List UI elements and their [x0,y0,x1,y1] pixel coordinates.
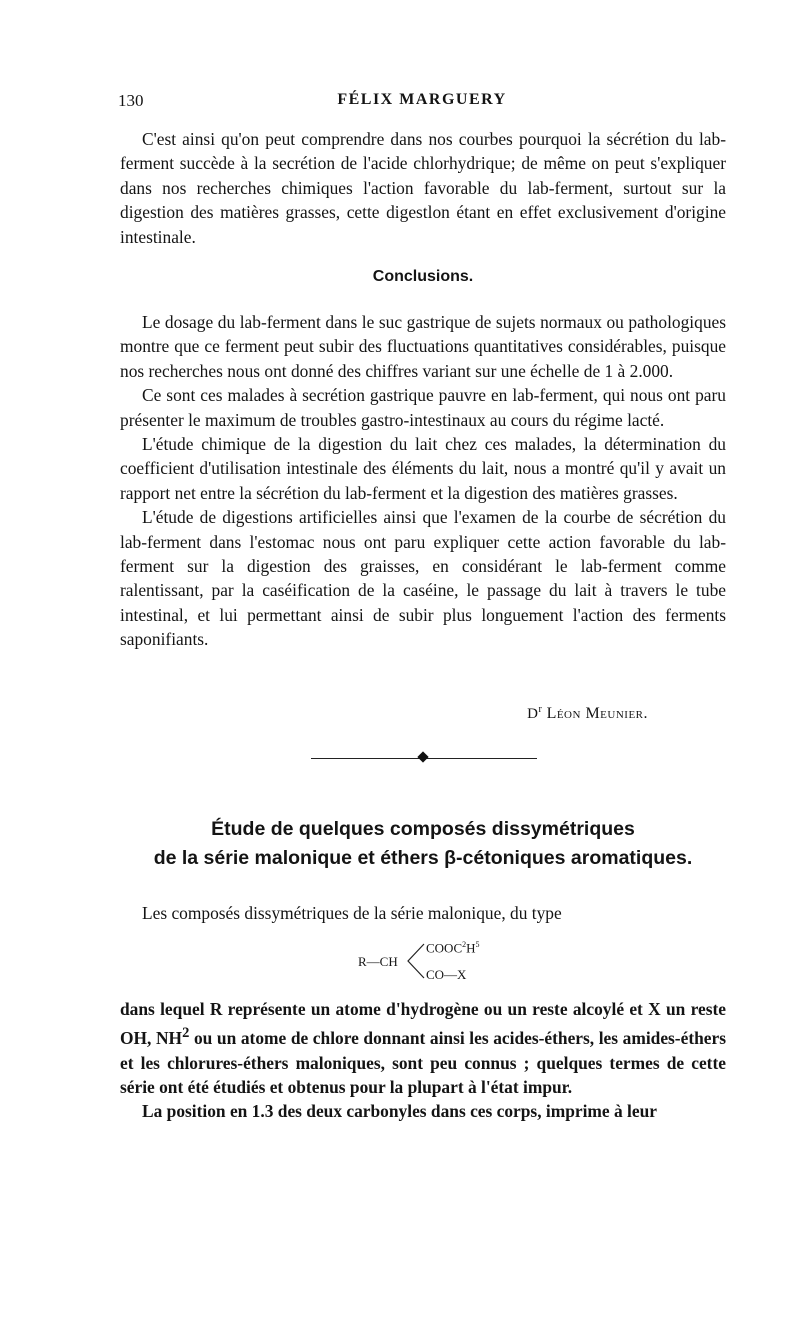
formula-top-sup: 5 [475,940,480,949]
section-heading: Conclusions. [372,268,474,285]
intro-block [120,901,726,925]
signature-name: Léon Meunier. [546,705,648,722]
running-head: FÉLIX MARGUERY [337,91,507,108]
paragraph: Les composés dissymétriques de la série malonique, du type [142,903,562,923]
formula-top-sup: 2 [462,940,467,949]
chemical-formula [358,937,518,985]
article-title-line: Étude de quelques composés dissymétriques [211,818,635,840]
paragraph: Le dosage du lab-ferment dans le suc gastrique de sujets normaux ou pathologiques montre que ce ferment peut subir des fluctuations quantitatives considérables, puisque nos recherches nous ont donné des chiffres variant sur une échelle de 1 à 2.000. [120,312,726,381]
text-column-top [120,127,726,249]
paragraph [120,997,726,1099]
formula-branch-icon [405,941,427,981]
paragraph-part: ou un atome de chlore donnant ainsi les acides-éthers, les amides-éthers et les chlorures-éthers maloniques, sont peu connus ; quelques termes de cette série ont été étudiés et obtenus pour la plupart à l'état impur. [120,1028,726,1098]
article-title [120,815,726,873]
formula-top-text: H [466,940,476,956]
paragraph: La position en 1.3 des deux carbonyles dans ces corps, imprime à leur [142,1101,657,1122]
paragraph: Ce sont ces malades à secrétion gastrique pauvre en lab-ferment, qui nous ont paru présenter le maximum de troubles gastro-intestinaux au cours du régime lacté. [120,385,726,430]
signature-prefix: D [527,706,539,722]
paragraph-part: dans lequel R représente un atome d'hydrogène ou un reste alcoylé et X un reste OH, NH [120,999,726,1049]
section-divider [311,751,537,765]
formula-top-text: COOC [426,940,463,956]
formula-top [426,940,480,956]
diamond-icon [417,751,428,762]
conclusions-body [120,310,726,652]
formula-bottom: CO—X [426,967,467,982]
author-signature [527,704,648,723]
article-title-line: de la série malonique et éthers β-cétoniques aromatiques. [153,847,693,869]
paragraph: L'étude chimique de la digestion du lait chez ces malades, la détermination du coefficient d'utilisation intestinale des éléments du lait, nous a montré qu'il y avait un rapport net entre la sécrétion du lab-ferment et la digestion des matières grasses. [120,434,726,503]
superscript: 2 [182,1025,190,1042]
paragraph: C'est ainsi qu'on peut comprendre dans nos courbes pourquoi la sécrétion du lab-ferment succède à la secrétion de l'acide chlorhydrique; de même on peut s'expliquer dans nos recherches chimiques l'action favorable du lab-ferment, surtout sur la digestion des matières grasses, cette digestlon étant en effet exclusivement d'origine intestinale. [120,129,726,247]
text-column-bottom [120,997,726,1124]
page-header [118,91,726,115]
formula-left: R—CH [358,954,398,969]
paragraph: L'étude de digestions artificielles ainsi que l'examen de la courbe de sécrétion du lab-ferment dans l'estomac nous ont paru expliquer cette action favorable du lab-ferment sur la digestion des graisses, en considérant le lab-ferment comme ralentissant, par la caséification de la caséine, le passage du lait à travers le tube intestinal, et lui permettant ainsi de subir plus longuement l'action des ferments saponifiants. [120,507,726,650]
signature-prefix-sup: r [538,704,543,715]
page-number: 130 [118,91,144,110]
